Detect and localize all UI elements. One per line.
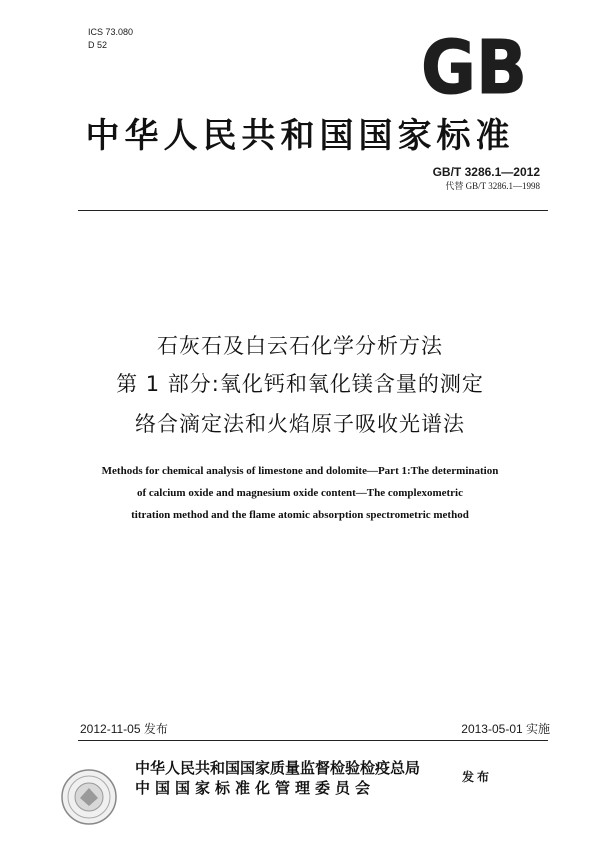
top-divider bbox=[78, 210, 548, 211]
issuing-authorities bbox=[135, 758, 420, 798]
standard-code: GB/T 3286.1—2012 bbox=[432, 165, 540, 179]
ics-code: ICS 73.080 bbox=[88, 27, 134, 37]
national-standard-title: 中华人民共和国国家标准 bbox=[85, 116, 515, 156]
english-title-line-1: Methods for chemical analysis of limestone and dolomite—Part 1:The determination bbox=[101, 465, 499, 477]
classification-codes bbox=[88, 26, 133, 52]
bottom-divider bbox=[78, 740, 548, 741]
anti-counterfeit-seal-icon bbox=[60, 768, 118, 826]
replaces-code: 代替 GB/T 3286.1—1998 bbox=[445, 181, 540, 191]
svg-text:GB: GB bbox=[421, 35, 527, 97]
english-title bbox=[70, 460, 530, 526]
chinese-title-line-2: 第 1 部分:氧化钙和氧化镁含量的测定 bbox=[116, 372, 484, 396]
publish-label: 发布 bbox=[462, 770, 493, 784]
english-title-line-3: titration method and the flame atomic absorption spectrometric method bbox=[131, 509, 469, 521]
issuer-line-2: 中国国家标准化管理委员会 bbox=[135, 779, 376, 797]
ccs-code: D 52 bbox=[88, 40, 108, 50]
english-title-line-2: of calcium oxide and magnesium oxide content—The complexometric bbox=[137, 487, 463, 499]
implementation-date: 2013-05-01 实施 bbox=[461, 722, 550, 736]
standard-number-block bbox=[433, 165, 540, 192]
chinese-title-line-3: 络合滴定法和火焰原子吸收光谱法 bbox=[135, 412, 465, 436]
issue-date: 2012-11-05 发布 bbox=[80, 722, 168, 736]
gb-logo bbox=[420, 35, 528, 97]
chinese-title-line-1: 石灰石及白云石化学分析方法 bbox=[157, 334, 443, 358]
issuer-line-1: 中华人民共和国国家质量监督检验检疫总局 bbox=[135, 759, 421, 777]
